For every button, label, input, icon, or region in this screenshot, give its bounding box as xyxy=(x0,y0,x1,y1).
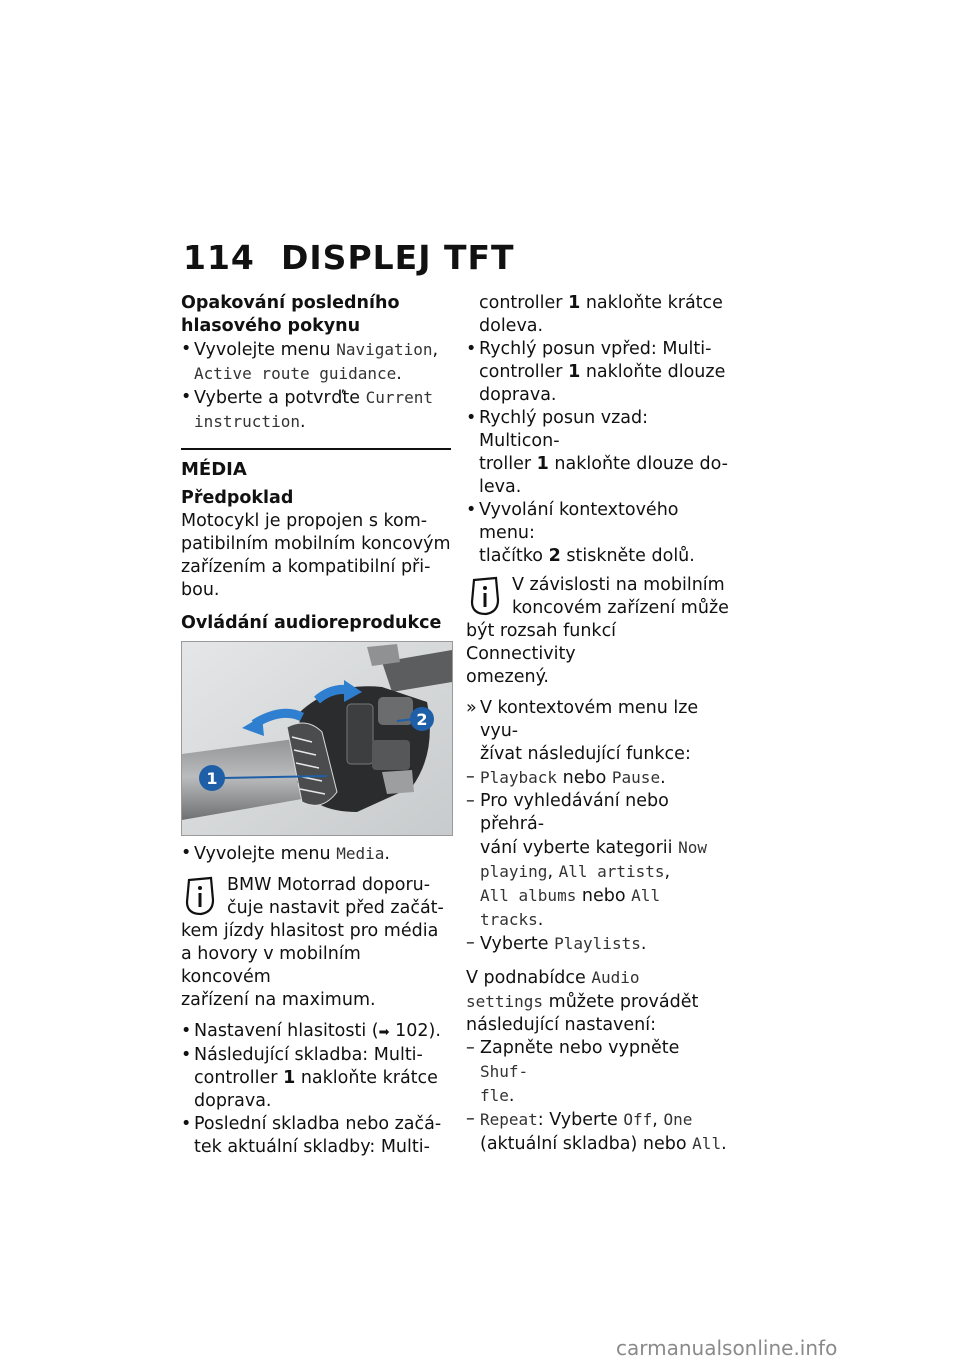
page-title: DISPLEJ TFT xyxy=(281,238,515,277)
audio-heading: Ovládání audioreprodukce xyxy=(181,613,442,633)
bullet-rewind: • Rychlý posun vzad: Multicon- troller 1 nakloňte dlouze do- leva. xyxy=(466,408,728,497)
info-icon xyxy=(181,874,221,918)
arrow-right-icon: ➡ xyxy=(378,1025,390,1040)
watermark: carmanualsonline.info xyxy=(616,1336,838,1360)
callout-2-label: 2 xyxy=(416,710,428,729)
dash-playlists: – Vyberte Playlists. xyxy=(466,933,647,954)
submenu-intro: V podnabídce Audio settings můžete provádět následující nastavení: xyxy=(466,968,699,1035)
bullet-prev-track: • Poslední skladba nebo začá- tek aktuální skladby: Multi- xyxy=(181,1114,442,1157)
handlebar-illustration xyxy=(182,642,452,835)
dash-repeat: – Repeat: Vyberte Off, One (aktuální skladba) nebo All. xyxy=(466,1109,727,1154)
section-divider xyxy=(181,448,451,450)
dash-playback: – Playback nebo Pause. xyxy=(466,767,666,788)
bullet-current-instruction: • Vyberte a potvrďte Current instruction. xyxy=(181,387,434,432)
page-number: 114 xyxy=(183,238,255,277)
note-connectivity: V závislosti na mobilním koncovém zařízení může být rozsah funkcí Connectivity omezený. xyxy=(466,575,729,687)
bullet-media-menu: • Vyvolejte menu Media. xyxy=(181,843,390,864)
prereq-heading: Předpoklad xyxy=(181,488,294,508)
bullet-next-track: • Následující skladba: Multi- controller 1 nakloňte krátce doprava. xyxy=(181,1045,438,1111)
page-header xyxy=(183,238,515,277)
handlebar-figure xyxy=(181,641,453,836)
result-context-menu: » V kontextovém menu lze vyu- žívat následující funkce: xyxy=(466,698,699,764)
repeat-heading: Opakování posledního hlasového pokynu xyxy=(181,293,400,336)
prereq-text: Motocykl je propojen s kom- patibilním mobilním koncovým zařízením a kompatibilní při- bou. xyxy=(181,511,451,600)
media-heading: MÉDIA xyxy=(181,459,247,480)
note-volume: BMW Motorrad doporu- čuje nastavit před začát- kem jízdy hlasitost pro média a hovory v mobilním koncovém zařízení na maximum. xyxy=(181,875,444,1010)
left-column xyxy=(181,292,451,1159)
dash-categories: – Pro vyhledávání nebo přehrá- vání vyberte kategorii Now playing, All artists, All albums nebo All tracks. xyxy=(466,791,707,930)
dash-shuffle: – Zapněte nebo vypněte Shuf- fle. xyxy=(466,1038,680,1106)
callout-1-label: 1 xyxy=(206,769,218,788)
bullet-navigation: • Vyvolejte menu Navigation, Active route guidance. xyxy=(181,339,439,384)
bullet-fast-forward: • Rychlý posun vpřed: Multi- controller 1 nakloňte dlouze doprava. xyxy=(466,339,726,405)
right-column xyxy=(466,292,731,1156)
info-icon xyxy=(466,574,506,618)
bullet-volume: • Nastavení hlasitosti (➡ 102). xyxy=(181,1021,441,1041)
bullet-context-menu: • Vyvolání kontextového menu: tlačítko 2 stiskněte dolů. xyxy=(466,500,695,566)
prev-track-cont: controller 1 nakloňte krátce doleva. xyxy=(479,293,723,336)
